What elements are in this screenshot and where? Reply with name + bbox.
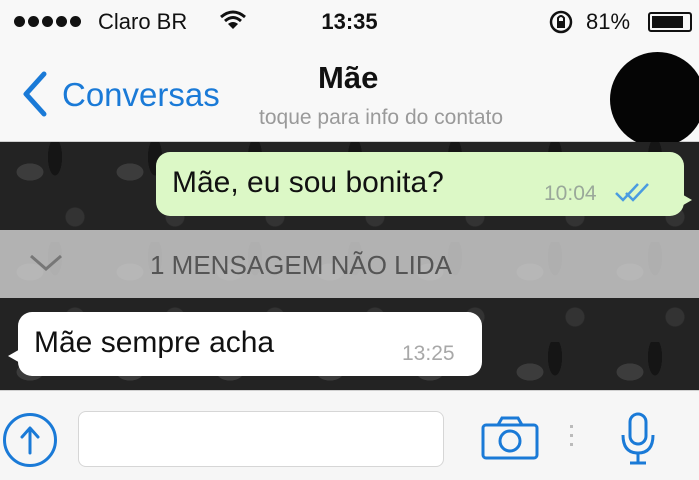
camera-icon[interactable]: [480, 415, 540, 461]
avatar[interactable]: [610, 52, 699, 147]
unread-count-label: 1 MENSAGEM NÃO LIDA: [150, 250, 452, 280]
message-composer: [0, 390, 699, 480]
message-input[interactable]: [78, 411, 444, 467]
unread-banner: [0, 230, 699, 298]
message-time: 10:04: [544, 182, 597, 205]
battery-percentage: 81%: [586, 9, 631, 34]
battery-icon: [648, 12, 692, 32]
chat-area[interactable]: [0, 142, 699, 390]
chevron-down-icon[interactable]: [28, 252, 64, 274]
chat-header: [0, 44, 699, 142]
clock: 13:35: [321, 9, 378, 34]
divider: [570, 425, 573, 452]
contact-info-hint[interactable]: toque para info do contato: [259, 106, 504, 129]
rotation-lock-icon: [548, 9, 574, 35]
status-bar: [0, 0, 699, 44]
message-time: 13:25: [402, 342, 455, 365]
carrier-name: Claro BR: [98, 9, 188, 34]
share-icon: [19, 425, 41, 455]
message-text: Mãe, eu sou bonita?: [172, 166, 444, 199]
message-text: Mãe sempre acha: [34, 326, 275, 359]
outgoing-message[interactable]: [156, 152, 684, 216]
double-check-icon: [614, 180, 654, 204]
microphone-icon[interactable]: [620, 411, 656, 467]
back-button[interactable]: Conversas: [62, 76, 220, 113]
share-button[interactable]: [3, 413, 57, 467]
incoming-message[interactable]: [18, 312, 482, 376]
contact-name[interactable]: Mãe: [318, 60, 379, 95]
back-chevron-icon[interactable]: [18, 70, 50, 118]
